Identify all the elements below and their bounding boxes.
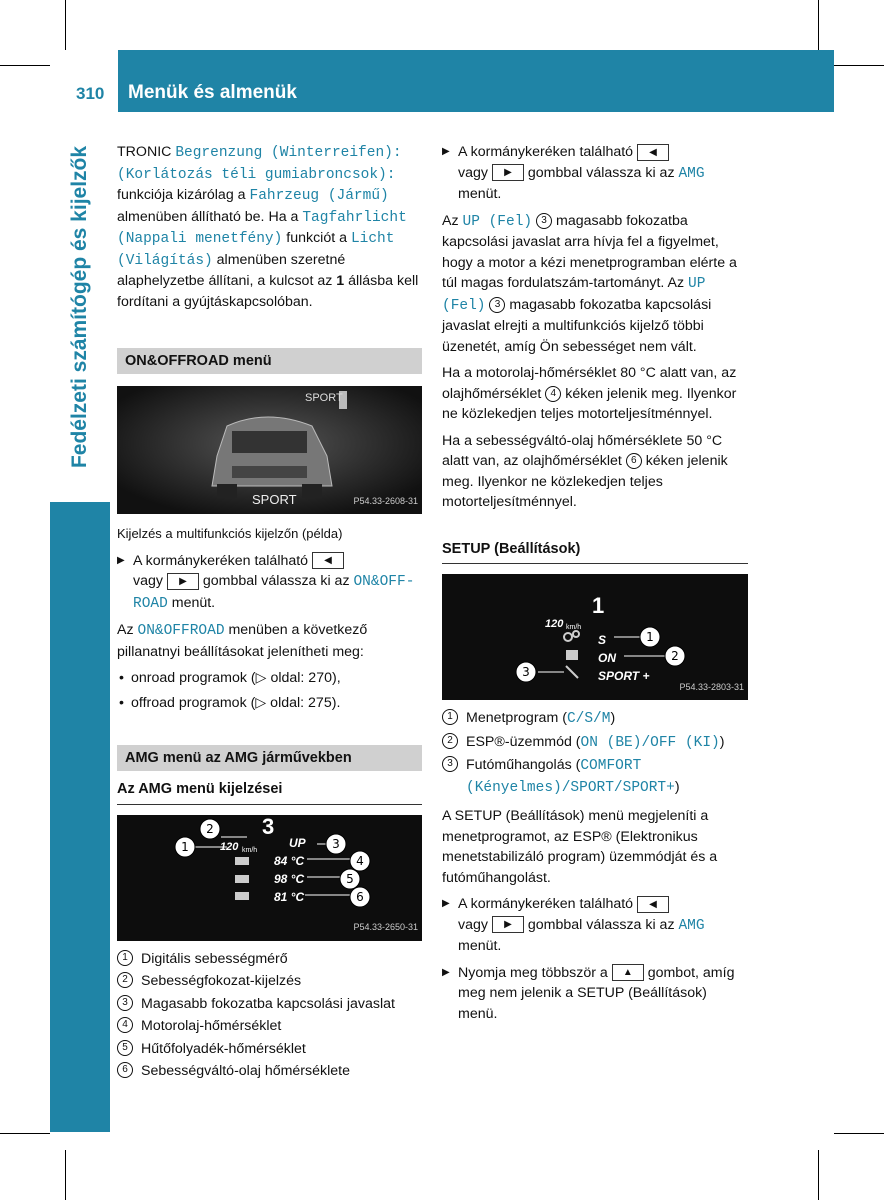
left-arrow-key: ◀	[637, 144, 669, 161]
right-arrow-key: ▶	[167, 573, 199, 590]
gear-value: 1	[592, 593, 605, 618]
side-tab-label: Fedélzeti számítógép és kijelzők	[68, 145, 91, 469]
instruction-step	[442, 142, 748, 205]
paragraph	[442, 431, 748, 513]
text: menüt.	[167, 594, 216, 611]
number-badge: 3	[442, 756, 458, 772]
svg-text:5: 5	[346, 871, 354, 886]
number-badge: 2	[442, 733, 458, 749]
legend-text: Sebességváltó-olaj hőmérséklete	[141, 1063, 350, 1079]
svg-text:3: 3	[522, 665, 530, 679]
display-text: COMFORT (Kényelmes)/SPORT/SPORT+	[466, 758, 675, 796]
transmission-oil-temp: 81 °C	[274, 889, 305, 904]
text: menüt.	[458, 186, 502, 202]
display-text: ON&OFF-ROAD	[133, 574, 415, 612]
intro-paragraph	[117, 142, 422, 312]
page-number: 310	[76, 84, 105, 103]
text: )	[719, 733, 725, 750]
display-text: UP (Fel)	[442, 276, 706, 314]
text: Ha a motorolaj-hőmérséklet 80 °C alatt van, az olajhőmérséklet	[442, 365, 737, 402]
left-column	[117, 142, 422, 1084]
instruction-step	[117, 551, 422, 615]
legend-item	[117, 994, 422, 1015]
display-text: C/S/M	[566, 711, 611, 727]
instruction-step	[442, 894, 748, 957]
figure-amg	[117, 815, 422, 941]
number-badge: 3	[536, 213, 552, 229]
gear-value: 3	[262, 813, 275, 839]
text: )	[610, 710, 616, 726]
header-divider	[116, 50, 118, 112]
left-arrow-key: ◀	[637, 896, 669, 913]
figure-code: P54.33-2608-31	[353, 495, 418, 506]
speed-unit: km/h	[566, 624, 582, 631]
legend-item	[442, 732, 748, 754]
side-tab-block	[50, 502, 110, 1132]
paragraph: A SETUP (Beállítások) menü megjeleníti a menetprogramot, az ESP® (Elektronikus menetstabilizáló program) üzemmódját és a futóműhangolást.	[442, 808, 718, 886]
text: funkciót a	[282, 230, 351, 246]
legend-text: Hűtőfolyadék-hőmérséklet	[141, 1040, 306, 1057]
sport-top-label: SPORT	[305, 392, 343, 404]
text: A kormánykeréken található	[458, 144, 638, 160]
speed-value: 120	[545, 618, 564, 630]
list-item: • offroad programok (▷ oldal: 275).	[117, 693, 422, 714]
section-heading: ON&OFFROAD menü	[117, 348, 422, 374]
drive-program-label: S	[598, 633, 607, 647]
text: almenüben állítható be. Ha a	[117, 208, 303, 225]
crop-mark	[834, 65, 884, 66]
svg-text:6: 6	[356, 889, 364, 904]
text: A kormánykeréken található	[458, 896, 638, 912]
subheading: Az AMG menü kijelzései	[117, 779, 422, 805]
display-text: UP (Fel)	[462, 213, 533, 230]
crop-mark	[65, 0, 66, 50]
text: Az	[442, 212, 463, 229]
figure-setup	[442, 574, 748, 700]
number-badge: 4	[545, 386, 561, 402]
text: )	[674, 778, 680, 795]
text: funkciója kizárólag a	[117, 187, 250, 203]
text: vagy	[133, 573, 167, 589]
number-badge: 1	[117, 950, 133, 966]
right-arrow-key: ▶	[492, 916, 524, 933]
engine-oil-temp: 84 °C	[274, 853, 305, 868]
crop-mark	[0, 65, 50, 66]
crop-mark	[818, 0, 819, 50]
text: állásba kell fordítani a gyújtáskapcsolóban.	[117, 273, 419, 310]
text: magasabb fokozatba kapcsolási javaslat arra hívja fel a figyelmet, hogy a motor a kézi menetprogramban elérte a túl magas fordulatszám-tartományt. Az	[442, 212, 737, 291]
svg-text:3: 3	[332, 836, 340, 851]
legend-text: Motorolaj-hőmérséklet	[141, 1018, 282, 1034]
figure-onoffroad	[117, 386, 422, 514]
display-text: ON&OFFROAD	[137, 623, 225, 639]
right-column	[442, 142, 748, 1030]
right-arrow-key: ▶	[492, 164, 524, 181]
text: Az	[117, 622, 138, 638]
legend-text: Sebességfokozat-kijelzés	[141, 973, 302, 989]
suspension-label: SPORT +	[598, 669, 650, 683]
svg-text:4: 4	[356, 853, 364, 868]
legend-item	[117, 1039, 422, 1060]
text: gombbal válassza ki az	[198, 573, 354, 589]
speed-value: 120	[220, 840, 239, 853]
text: gombbal válassza ki az	[523, 916, 679, 933]
svg-text:2: 2	[206, 821, 214, 836]
number-badge: 2	[117, 972, 133, 988]
svg-text:2: 2	[671, 649, 679, 663]
figure-caption: Kijelzés a multifunkciós kijelzőn (példa)	[117, 526, 343, 541]
page-title: Menük és almenük	[128, 82, 297, 103]
text: Ha a sebességváltó-olaj hőmérséklete 50 °C alatt van, az olajhőmérséklet	[442, 432, 723, 469]
paragraph	[442, 211, 748, 358]
crop-mark	[0, 1133, 50, 1134]
upshift-label: UP	[289, 835, 306, 850]
svg-text:1: 1	[646, 630, 654, 644]
number-badge: 6	[626, 453, 642, 469]
coolant-temp: 98 °C	[274, 871, 305, 886]
legend-item	[117, 1016, 422, 1037]
left-arrow-key: ◀	[312, 552, 344, 569]
number-badge: 5	[117, 1040, 133, 1056]
text: menüben a következő pillanatnyi beállításokat jelenítheti meg:	[117, 622, 368, 660]
number-badge: 6	[117, 1062, 133, 1078]
display-text: Begrenzung (Winterreifen): (Korlátozás téli gumiabroncsok):	[117, 145, 402, 183]
number-badge: 4	[117, 1017, 133, 1033]
crop-mark	[65, 1150, 66, 1200]
up-arrow-key: ▲	[612, 964, 644, 981]
side-tab	[50, 112, 110, 502]
sport-label: SPORT	[252, 492, 297, 507]
instruction-step	[442, 963, 748, 1025]
legend-item	[117, 971, 422, 992]
bold-text: 1	[336, 273, 345, 289]
crop-mark	[834, 1133, 884, 1134]
text: menüt.	[458, 938, 502, 954]
text: TRONIC	[117, 144, 176, 160]
text: almenüben szeretné alaphelyzetbe állítani, a kulcsot az	[117, 251, 346, 289]
text: kéken jelenik meg. Ilyenkor ne közlekedjen teljes motorteljesítménnyel.	[442, 385, 737, 422]
display-text: Licht (Világítás)	[117, 231, 395, 269]
number-badge: 1	[442, 709, 458, 725]
text: vagy	[458, 164, 492, 181]
figure-code: P54.33-2650-31	[353, 922, 418, 932]
text: gombot, amíg meg nem jelenik a SETUP (Beállítások) menü.	[458, 964, 735, 1022]
display-text: Fahrzeug (Jármű)	[249, 188, 389, 204]
text: gombbal válassza ki az	[523, 164, 679, 181]
speed-unit: km/h	[242, 846, 258, 854]
legend-item	[117, 949, 422, 970]
legend-item	[117, 1061, 422, 1082]
text: ESP®-üzemmód (	[466, 733, 581, 750]
number-badge: 3	[489, 297, 505, 313]
figure-code: P54.33-2803-31	[679, 681, 744, 692]
legend-item	[442, 708, 748, 730]
list-item: • onroad programok (▷ oldal: 270),	[117, 668, 422, 689]
legend-item	[442, 755, 748, 798]
crop-mark	[818, 1150, 819, 1200]
svg-text:1: 1	[181, 839, 189, 854]
legend-text: Digitális sebességmérő	[141, 950, 288, 967]
display-text: ON (BE)/OFF (KI)	[580, 734, 720, 751]
text: Nyomja meg többször a	[458, 964, 612, 981]
display-text: AMG	[678, 165, 705, 182]
text: Futóműhangolás (	[466, 757, 581, 773]
text: kéken jelenik meg. Ilyenkor ne közlekedjen teljes motorteljesítménnyel.	[442, 453, 728, 510]
text: vagy	[458, 916, 492, 933]
section-heading: AMG menü az AMG járművekben	[117, 745, 422, 771]
number-badge: 3	[117, 995, 133, 1011]
display-text: Tagfahrlicht (Nappali menetfény)	[117, 209, 407, 247]
text: magasabb fokozatba kapcsolási javaslat elrejti a multifunkciós kijelző többi üzenetét, amíg Ön sebességet nem vált.	[442, 296, 712, 355]
paragraph	[117, 620, 422, 662]
legend-text: Magasabb fokozatba kapcsolási javaslat	[141, 995, 395, 1012]
paragraph	[442, 363, 748, 425]
subheading: SETUP (Beállítások)	[442, 539, 748, 565]
display-text: AMG	[678, 917, 705, 934]
text: A kormánykeréken található	[133, 552, 313, 569]
text: Menetprogram (	[466, 710, 567, 726]
esp-mode-label: ON	[598, 651, 616, 665]
